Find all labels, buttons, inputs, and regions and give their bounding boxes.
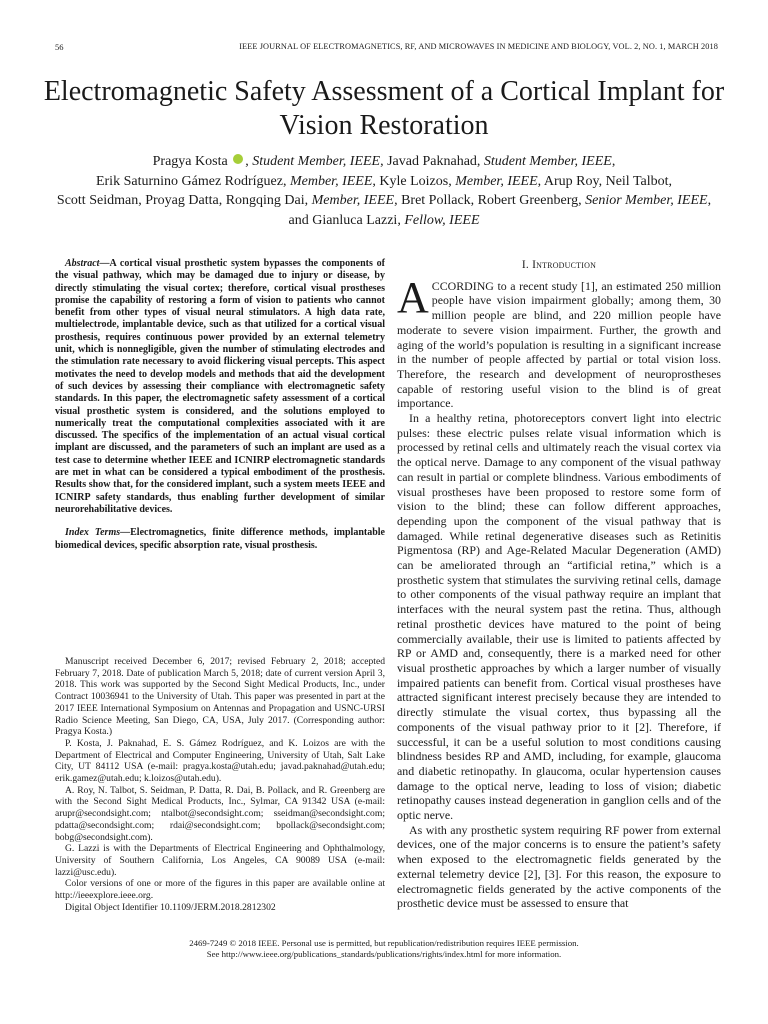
right-column	[397, 258, 721, 911]
abstract	[55, 258, 385, 516]
copyright-line: 2469-7249 © 2018 IEEE. Personal use is permitted, but republication/redistribution requires IEEE permission.	[189, 938, 579, 948]
paper-title: Electromagnetic Safety Assessment of a Cortical Implant for Vision Restoration	[43, 76, 725, 141]
orcid-icon[interactable]	[233, 154, 243, 164]
author-role: Student Member, IEEE	[483, 154, 612, 169]
abstract-text: —A cortical visual prosthetic system bypasses the components of the visual pathway, which may be damaged due to injury or disease, by directly stimulating the visual cortex; therefore, cortical visual prostheses promise the capability of restoring a form of vision to patients who cannot benefit from other types of visual neural stimulators. A high data rate, multielectrode, implantable device, such as that utilized for a cortical visual prosthesis, requires continuous power provided by an external telemetry unit, which is nonnegligible, given the number of stimulating electrodes and the stimulation rate necessary to avoid flickering visual percepts. This aspect motivates the need to develop models and methods that aid the development of such devices by assessing their compliance with electromagnetic safety standards. In this paper, the electromagnetic safety assessment of a cortical visual prosthetic system is considered, and the solutions employed to numerically treat the computational complexities associated with it are discussed. The specifics of the implementation of an actual visual cortical implant are discussed, and the parameters of such an implant are used as a test case to determine whether IEEE and ICNIRP electromagnetic standards are met in what can be considered a typical embodiment of the prosthesis. Results show that, for the considered implant, such a system meets IEEE and ICNIRP safety standards, thus enabling further development of similar neurorehabilitative devices.	[55, 258, 385, 515]
page-number: 56	[55, 42, 64, 52]
intro-paragraph-3: As with any prosthetic system requiring RF power from external devices, one of the major concerns is to ensure the patient’s safety when exposed to the electromagnetic fields generated by the external telemetry device [2], [3]. For this reason, the exposure to electromagnetic fields generated by the active components of the prosthetic device must be assessed to ensure that	[397, 822, 721, 911]
footnote-color-versions: Color versions of one or more of the figures in this paper are available online at http://ieeexplore.ieee.org.	[55, 878, 385, 902]
section-title: Introduction	[532, 259, 597, 271]
footnote-affiliation-utah: P. Kosta, J. Paknahad, E. S. Gámez Rodríguez, and K. Loizos are with the Department of Electrical and Computer Engineering, University of Utah, Salt Lake City, UT 84112 USA (e-mail: pragya.kosta@utah.edu; javad.paknahad@utah.edu; erik.gamez@utah.edu; k.loizos@utah.edu).	[55, 737, 385, 785]
section-number: I.	[521, 259, 529, 271]
rights-url-line[interactable]: See http://www.ieee.org/publications_standards/publications/rights/index.html for more information.	[206, 949, 562, 959]
left-column	[55, 258, 385, 552]
copyright-notice	[40, 938, 728, 960]
index-terms	[55, 527, 385, 552]
author-name: Scott Seidman	[56, 193, 139, 208]
author-role: Member, IEEE	[289, 173, 373, 189]
index-terms-text: —Electromagnetics, finite difference methods, implantable biomedical devices, specific absorption rate, visual prosthesis.	[55, 527, 385, 551]
author-name: Proyag Datta	[145, 193, 219, 208]
abstract-lead: Abstract	[65, 258, 100, 269]
author-name: Javad Paknahad	[387, 154, 477, 169]
first-word: CCORDING	[431, 278, 494, 293]
author-name: Kyle Loizos	[379, 173, 449, 189]
footnote-manuscript: Manuscript received December 6, 2017; revised February 2, 2018; accepted February 7, 2018. Date of publication March 5, 2018; date of current version April 3, 2018. This work was supported by the Second Sight Medical Products, Inc., under Contract 10036941 to the University of Utah. This paper was presented in part at the 2017 IEEE International Symposium on Antennas and Propagation and USNC-URSI Radio Science Meeting, San Diego, CA, USA, July 2017. (Corresponding author: Pragya Kosta.)	[55, 656, 385, 738]
intro-paragraph-1	[397, 272, 721, 411]
drop-cap: A	[397, 272, 429, 322]
author-name: Erik Saturnino Gámez Rodríguez	[95, 173, 283, 189]
author-list: Pragya Kosta , Student Member, IEEE, Javad Paknahad, Student Member, IEEE, Erik Saturnino Gámez Rodríguez, Member, IEEE, Kyle Loizos, Member, IEEE, Arup Roy, Neil Talbot, Scott Seidman, Proyag Datta, Rongqing Dai, Member, IEEE, Bret Pollack, Robert Greenberg, Senior Member, IEEE, and Gianluca Lazzi, Fellow, IEEE	[56, 154, 712, 228]
running-header: IEEE JOURNAL OF ELECTROMAGNETICS, RF, AND MICROWAVES IN MEDICINE AND BIOLOGY, VOL. 2, NO. 1, MARCH 2018	[239, 42, 718, 51]
author-name: Arup Roy	[543, 173, 599, 189]
footnote-affiliation-usc: G. Lazzi is with the Departments of Electrical Engineering and Ophthalmology, University of Southern California, Los Angeles, CA 90089 USA (e-mail: lazzi@usc.edu).	[55, 843, 385, 878]
author-role: Student Member, IEEE	[252, 154, 381, 169]
author-role: Member, IEEE	[311, 193, 395, 208]
author-role: Senior Member, IEEE	[585, 193, 708, 208]
author-name: Bret Pollack	[401, 193, 471, 208]
footnotes	[55, 656, 385, 913]
intro-paragraph-1-text: to a recent study [1], an estimated 250 million people have vision impairment globally; among them, 30 million people are blind, and 220 million people have moderate to severe vision impairment. Further, the growth and aging of the world’s population is resulting in a significant increase in the number of people affected by partial or total vision loss. Therefore, the research and development of neuroprostheses capable of restoring useful vision to the blind is of great importance.	[397, 278, 721, 411]
intro-paragraph-2: In a healthy retina, photoreceptors convert light into electric pulses: these electric pulses relate visual information which is processed by retinal cells and ultimately reach the visual cortex via the optical nerve. Damage to any component of the visual pathway can result in partial or complete blindness. Various embodiments of visual prostheses have been proposed to restore some form of vision to the blind; these can follow different approaches, depending upon the component of the visual pathway that is damaged. While retinal degenerative diseases such as Retinitis Pigmentosa (RP) and Age-Related Macular Degeneration (AMD) can be ameliorated through an “artificial retina,” which is a prosthetic system that stimulates the surviving retinal cells, damage to other components of the visual pathway require an implant that interfaces with the neural system past the retina. Thus, although retinal prosthetic devices have matured to the point of being commercially available, their use is limited to patients affected by RP or AMD and, consequently, there is a marked need for other visual prosthetic approaches by which a larger number of visually impaired patients can benefit from. Cortical visual prostheses have attracted significant interest precisely because they are intended to directly stimulate the visual cortex, thus bypassing all the components of the visual pathway prior to it [2]. Therefore, if successful, it can be a useful solution to most conditions causing blindness besides RP and AMD, including, for example, glaucoma and diabetic retinopathy. In glaucoma, ocular hypertension causes damage to the optical nerve, leading to loss of vision; diabetic retinopathy causes instead degeneration in ganglion cells and of the optic nerve.	[397, 411, 721, 823]
footnote-affiliation-second-sight: A. Roy, N. Talbot, S. Seidman, P. Datta, R. Dai, B. Pollack, and R. Greenberg are with the Second Sight Medical Products, Inc., Sylmar, CA 91342 USA (e-mail: arupr@secondsight.com; ntalbot@secondsight.com; sseidman@secondsight.com; pdatta@secondsight.com; rdai@secondsight.com; bpollack@secondsight.com; bobg@secondsight.com).	[55, 784, 385, 843]
author-role: Member, IEEE	[455, 173, 538, 189]
author-name: Robert Greenberg	[477, 193, 579, 208]
section-heading	[397, 258, 721, 273]
author-name: Neil Talbot	[605, 173, 669, 189]
index-terms-lead: Index Terms	[65, 527, 121, 539]
author-name: Rongqing Dai	[225, 193, 305, 208]
author-name: Pragya Kosta	[152, 154, 228, 169]
author-role: Fellow, IEEE	[404, 212, 480, 228]
footnote-doi: Digital Object Identifier 10.1109/JERM.2018.2812302	[65, 901, 276, 913]
author-name: Gianluca Lazzi	[312, 212, 398, 228]
